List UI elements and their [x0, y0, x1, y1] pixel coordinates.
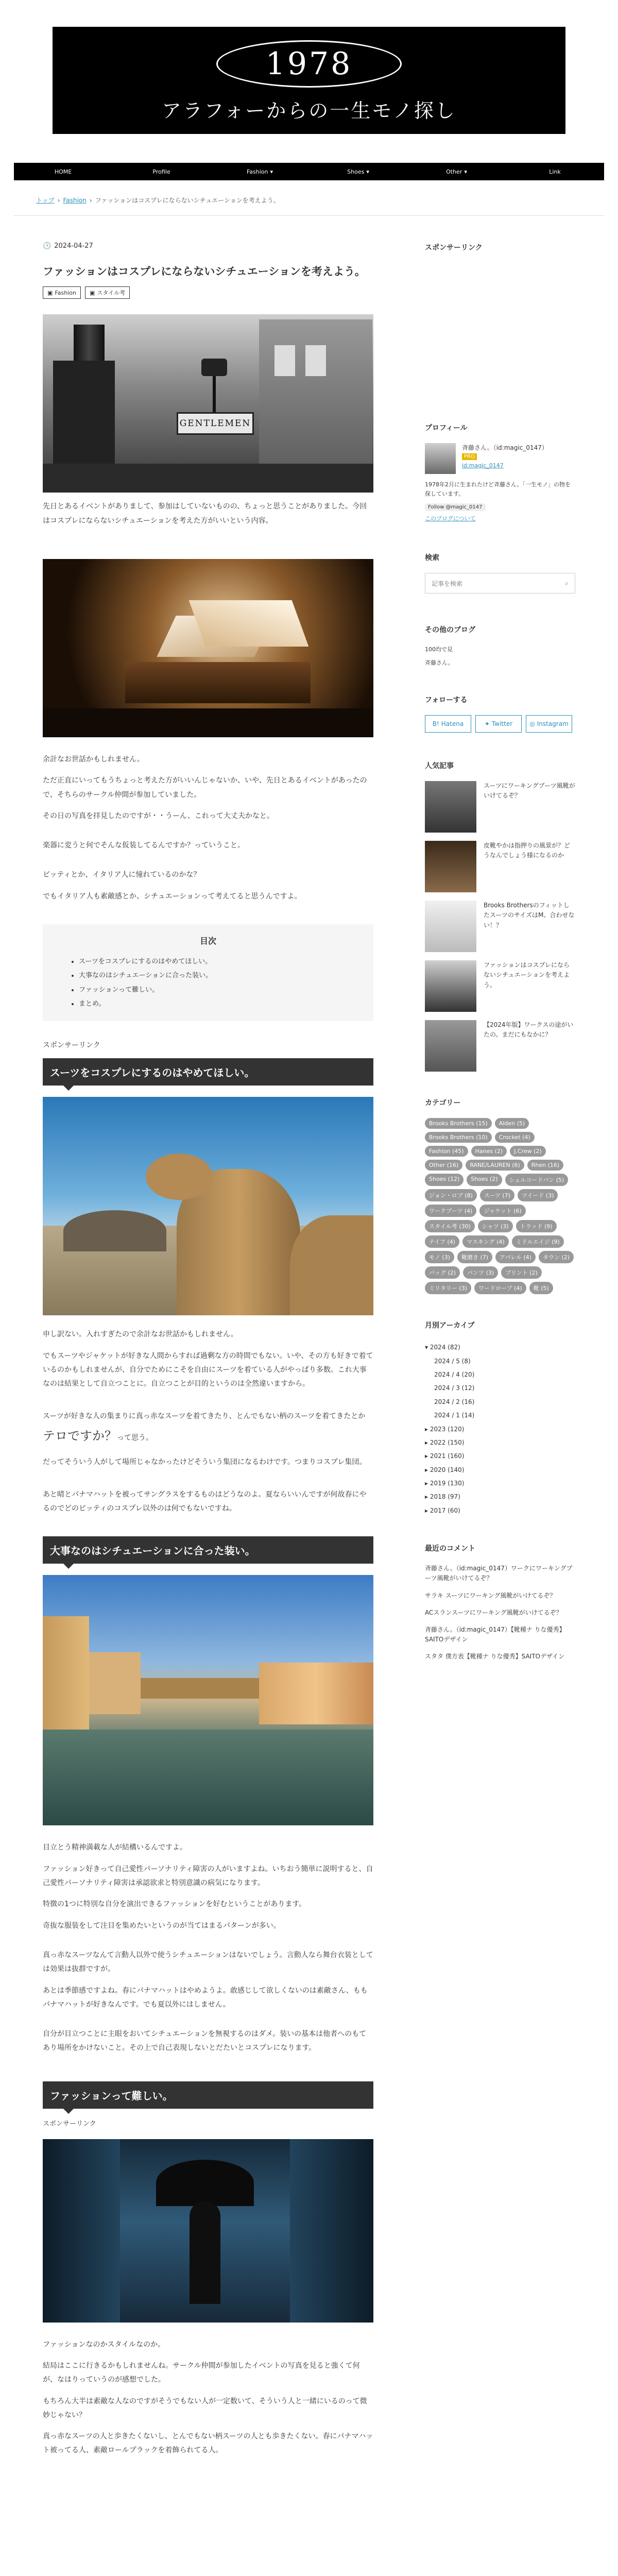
paragraph: 結局はここに行きるかもしれませんね。サークル仲間が参加したイベントの写真を見ると強くて何が、なはりっていうのが感想でした。	[43, 2361, 360, 2384]
category-list	[425, 1118, 575, 1294]
section-heading: スーツをコスプレにするのはやめてほしい。	[43, 1058, 373, 1086]
nav-fashion[interactable]	[211, 163, 309, 180]
paragraph: 特徴の1つに特別な自分を演出できるファッションを好むということがあります。	[43, 1900, 306, 1909]
paragraph: ファッション好きって自己愛性パーソナリティ障害の人がいますよね。いちおう簡単に説明すると、自己愛性パーソナリティ障害は承認欲求と特別意識の病気になります。	[43, 1865, 373, 1888]
archive-list	[425, 1341, 575, 1517]
site-header	[0, 0, 618, 155]
photo-gentlemen-sign	[43, 314, 373, 493]
category-tag[interactable]: Shoes (2)	[467, 1174, 502, 1186]
category-tag[interactable]: シャツ (3)	[478, 1220, 513, 1232]
sponsor-label: スポンサーリンク	[43, 2120, 96, 2128]
category-tag[interactable]: 靴 (5)	[529, 1282, 553, 1294]
category-tag[interactable]: シェルコードバン (5)	[505, 1174, 569, 1186]
paragraph: ただ正直にいってもうちょっと考えた方がいいんじゃないか、いや、先日とあるイベントがあったので、そちらのサークル仲間が参加していました。	[43, 776, 367, 799]
category-tag[interactable]: Other (16)	[425, 1160, 462, 1171]
ranking-title-text[interactable]: Brooks BrothersのフィットしたスーツのサイズはM、合わせない！？	[484, 902, 575, 929]
hatena-icon: B!	[432, 720, 439, 728]
ranking-thumbnail[interactable]	[425, 960, 476, 1012]
archive-item[interactable]: 2024 / 4 (20)	[434, 1370, 475, 1378]
category-tag[interactable]: Fashion (45)	[425, 1146, 468, 1157]
instagram-icon: ◎	[529, 720, 535, 728]
post-date-text: 2024-04-27	[54, 242, 93, 250]
ranking-item[interactable]	[425, 841, 575, 892]
paragraph: でもスーツやジャケットが好きな人間からすれば過剰な方の時間でもない。いや、その方も好きで着ているのかもしれませんが、自分でためにこそを自由にスーツを着ている人がやっぱり多数。これ大事なのは結果として自立つことに。自立つことが目的というのは全然違いますから。	[43, 1351, 373, 1388]
pro-badge: PRO	[462, 453, 477, 460]
sign-text: GENTLEMEN	[179, 418, 251, 429]
follow-hatena-button[interactable]	[425, 715, 471, 733]
paragraph: あと晴とパナマハットを被ってサングラスをするものはどうなのよ。夏ならいいんですが何故春にやるのでどのビッティのコスプレ以外のは何でもないですね。	[43, 1490, 367, 1513]
category-tag[interactable]: Alden (5)	[495, 1118, 529, 1129]
breadcrumb-current: ファッションはコスプレにならないシチュエーションを考えよう。	[95, 197, 280, 204]
archive-item[interactable]: ▸ 2022 (150)	[425, 1438, 465, 1446]
toc-item[interactable]	[79, 955, 348, 969]
tag-label: Fashion	[55, 289, 76, 296]
paragraph: 自分が目立つことに主眼をおいてシチュエーションを無視するのはダメ。装いの基本は他者へのもてあり場所をかけないこと。その上で自己表現しないとだたいとコスプレになります。	[43, 2030, 367, 2053]
profile-name[interactable]: 斉藤さん。（id:magic_0147）	[462, 444, 548, 451]
category-tag[interactable]: Crocket (4)	[495, 1132, 535, 1143]
chevron-down-icon: ▾	[366, 168, 369, 175]
paragraph: 余計なお世話かもしれません。	[43, 755, 144, 764]
chevron-down-icon: ▾	[464, 168, 467, 175]
global-nav	[14, 163, 604, 180]
comment-item[interactable]: サラキ スーツにワーキング風靴がいけてるぞ？	[425, 1591, 556, 1599]
ranking-thumbnail[interactable]	[425, 1020, 476, 1072]
archive-item[interactable]: 2024 / 5 (8)	[434, 1357, 471, 1365]
toc-item[interactable]	[79, 969, 348, 982]
twitter-follow-button[interactable]: Follow @magic_0147	[425, 503, 486, 511]
archive-item[interactable]: 2024 / 1 (14)	[434, 1412, 475, 1419]
site-tagline: アラフォーからの一生モノ探し	[162, 99, 456, 122]
ranking-item[interactable]	[425, 960, 575, 1012]
category-tag[interactable]: ワードローブ (4)	[474, 1282, 526, 1294]
archive-item[interactable]: ▸ 2021 (160)	[425, 1452, 465, 1460]
site-banner[interactable]	[53, 27, 565, 134]
ad-space	[425, 263, 575, 422]
archive-item[interactable]: 2024 / 3 (12)	[434, 1384, 475, 1392]
ranking-title-text[interactable]: ファッションはコスプレにならないシチュエーションを考えよう。	[484, 961, 570, 989]
paragraph: 楽器に変うと何でそんな仮装してるんですか？っていうこと。	[43, 841, 245, 850]
toc-link[interactable]: まとめ。	[79, 999, 106, 1008]
category-tag[interactable]: トラッド (9)	[516, 1220, 557, 1232]
search-input[interactable]	[425, 573, 575, 594]
comment-item[interactable]: 斉藤さん。（id:magic_0147）【靴種ナ りな優秀】SAITOデザイン	[425, 1626, 565, 1643]
comment-item[interactable]: スタタ 僕方表【靴種ナ りな優秀】SAITOデザイン	[425, 1653, 565, 1660]
category-tag[interactable]: Shoes (12)	[425, 1174, 464, 1186]
comment-item[interactable]: 斉藤さん。（id:magic_0147）ワークにワーキングブーツ風靴がいけてるぞ？	[425, 1565, 573, 1582]
chevron-down-icon: ▾	[270, 168, 273, 175]
paragraph: ファッションなのかスタイルなのか。	[43, 2340, 165, 2349]
paragraph: 目立とう精神満載な人が結構いるんですよ。	[43, 1843, 187, 1852]
category-tag[interactable]: ナイフ (4)	[425, 1235, 459, 1248]
blogs-title: その他のブログ	[425, 626, 475, 635]
nav-label: Shoes	[347, 168, 365, 175]
toc-link[interactable]: ファッションって難しい。	[79, 986, 159, 994]
paragraph: ビッティとか、イタリア人に憧れているのかな？	[43, 871, 201, 879]
category-tag[interactable]: マスキング (4)	[462, 1235, 509, 1248]
nav-label: Other	[446, 168, 462, 175]
category-tag[interactable]: タウン (2)	[539, 1251, 574, 1263]
category-tag[interactable]: モノ (3)	[425, 1251, 454, 1263]
umbrella	[156, 2160, 254, 2206]
nav-profile[interactable]	[112, 163, 211, 180]
paragraph-text: って思う。	[117, 1433, 153, 1442]
paragraph: 申し訳ない。入れすぎたので余計なお世話かもしれません。	[43, 1330, 238, 1339]
folder-icon: ▣	[89, 289, 95, 296]
profile-bio: 1978年2月に生まれたけど斉藤さん。「一生モノ」の物を探しています。	[425, 481, 571, 497]
category-tag[interactable]: バッグ (2)	[425, 1266, 460, 1279]
nav-label: Fashion	[246, 168, 268, 175]
sponsor-title: スポンサーリンク	[425, 244, 483, 252]
photo-umbrella-rain	[43, 2139, 373, 2323]
nav-label: Link	[549, 168, 561, 175]
breadcrumb-sep: ›	[89, 196, 92, 204]
archive-item[interactable]: ▸ 2018 (97)	[425, 1493, 460, 1501]
category-tag[interactable]: ミリタリー (3)	[425, 1282, 471, 1294]
sidebar	[425, 242, 575, 1669]
category-tag[interactable]: Rhen (16)	[527, 1160, 563, 1171]
profile-card	[425, 443, 575, 474]
site-year: 1978	[265, 46, 353, 82]
archive-item[interactable]: ▾ 2024 (82)	[425, 1344, 460, 1351]
paragraph: 奇抜な服装をして注目を集めたいというのが当てはまるパターンが多い。	[43, 1921, 281, 1930]
paragraph-text: スーツが好きな人の集まりに真っ赤なスーツを着てきたり、とんでもない柄のスーツを着てきたとか	[43, 1412, 366, 1421]
clock-icon: 🕓	[43, 242, 52, 250]
archive-item[interactable]: ▸ 2017 (60)	[425, 1506, 460, 1514]
paragraph: 真っ赤なスーツなんて言動人以外で使うシチュエーションはないでしょう。言動人なら舞台衣装としては効果は抜群ですが。	[43, 1951, 373, 1974]
category-tag[interactable]: ミドルエイジ (9)	[512, 1235, 564, 1248]
nav-label: Profile	[152, 168, 170, 175]
ranking-thumbnail[interactable]	[425, 901, 476, 952]
archive-item[interactable]: ▸ 2019 (130)	[425, 1480, 465, 1487]
archive-item[interactable]: ▸ 2023 (120)	[425, 1425, 465, 1433]
paragraph: その日の写真を拝見したのですが・・うーん、これって大丈夫かなと。	[43, 811, 274, 820]
category-tag[interactable]: RANE/LAUREN (6)	[466, 1160, 524, 1171]
photo-camel	[43, 1097, 373, 1315]
archive-item[interactable]: 2024 / 2 (16)	[434, 1398, 475, 1405]
category-tag[interactable]: Hanes (2)	[471, 1146, 507, 1157]
follow-instagram-button[interactable]	[526, 715, 572, 733]
archive-item[interactable]: ▸ 2020 (140)	[425, 1466, 465, 1473]
profile-title: プロフィール	[425, 424, 468, 432]
divider	[14, 215, 604, 216]
ranking-thumbnail[interactable]	[425, 841, 476, 892]
category-tag[interactable]: プリント (2)	[501, 1266, 542, 1279]
photo-open-book	[43, 559, 373, 737]
paragraph: もちろん大半は素敵な人なのですがそうでもない人が一定数いて、そういう人と一緒にいるのって微妙じゃない？	[43, 2397, 367, 2419]
paragraph: 真っ赤なスーツの人と歩きたくないし、とんでもない柄スーツの人とも歩きたくない。春にパナマハット被ってる人、素敵ロールプラックを着飾られてる人。	[43, 2432, 373, 2455]
twitter-icon: ✦	[484, 720, 490, 728]
breadcrumb-category[interactable]: Fashion	[63, 196, 87, 204]
nav-home[interactable]	[14, 163, 112, 180]
ranking-thumbnail[interactable]	[425, 781, 476, 833]
about-blog-link[interactable]: このブログについて	[425, 515, 476, 522]
category-tag[interactable]: アパレル (4)	[495, 1251, 536, 1263]
section-heading: ファッションって難しい。	[43, 2081, 373, 2109]
blog-link[interactable]: 100均で見	[425, 646, 453, 653]
ranking-title-text[interactable]: 皮靴やかは指押りの風景が？どうなんでしょう様になるのか	[484, 842, 571, 859]
ranking-item[interactable]	[425, 901, 575, 952]
archive-title: 月別アーカイブ	[425, 1321, 475, 1330]
category-tag[interactable]: 靴磨き (7)	[457, 1251, 492, 1263]
category-tag[interactable]: ジョン・ロブ (8)	[425, 1189, 477, 1201]
post-date	[43, 242, 373, 250]
paragraph: だってそういう人がして場所じゃなかったけどそういう集団になるわけです。つまりコスプレ集団。	[43, 1458, 367, 1466]
paragraph: でもイタリア人も素敵感とか、シチュエーションって考えてると思うんですよ。	[43, 892, 302, 901]
category-tag[interactable]: ワークブーツ (4)	[425, 1205, 476, 1217]
paragraph: あとは季節感ですよね。春にパナマハットはやめようよ。敢感じして欲しくないのは素敵さん、ももパナマハットが好きなんです。でも夏以外にはしません。	[43, 1986, 368, 2009]
folder-icon: ▣	[47, 289, 53, 296]
follow-buttons	[425, 715, 575, 733]
ranking-item[interactable]	[425, 781, 575, 833]
category-tag[interactable]: スタイル考 (30)	[425, 1220, 475, 1232]
comments-title: 最近のコメント	[425, 1545, 475, 1553]
category-tag[interactable]: J.Crew (2)	[510, 1146, 546, 1157]
emphasis-text: テロですか？	[43, 1428, 117, 1443]
category-tag[interactable]: Brooks Brothers (10)	[425, 1132, 492, 1143]
paragraph: 先日とあるイベントがありまして、参加はしていないものの、ちょっと思うことがありました。今回はコスプレにならないシチュエーションを考えた方がいいという内容。	[43, 502, 367, 525]
tag-style[interactable]	[85, 286, 130, 299]
ranking-title: 人気記事	[425, 762, 454, 771]
comment-list	[425, 1564, 575, 1662]
blog-link[interactable]: 斉藤さん。	[425, 659, 454, 667]
avatar[interactable]	[425, 443, 456, 474]
tag-fashion[interactable]	[43, 286, 81, 299]
toc-title: 目次	[199, 936, 216, 946]
follow-label: Hatena	[441, 720, 464, 728]
photo-florence-river	[43, 1575, 373, 1825]
toc-item[interactable]	[79, 997, 348, 1011]
toc-link[interactable]: 大事なのはシチュエーションに合った装い。	[79, 972, 213, 980]
breadcrumb	[36, 196, 280, 205]
sponsor-label: スポンサーリンク	[43, 1041, 100, 1050]
category-title: カテゴリー	[425, 1099, 461, 1108]
nav-label: HOME	[54, 168, 72, 175]
ranking-item[interactable]	[425, 1020, 575, 1072]
follow-twitter-button[interactable]	[475, 715, 522, 733]
category-tag[interactable]: パンツ (3)	[463, 1266, 498, 1279]
article	[43, 242, 373, 2458]
category-tag[interactable]: スーツ (7)	[480, 1189, 514, 1201]
category-tag[interactable]: Brooks Brothers (15)	[425, 1118, 492, 1129]
toc-item[interactable]	[79, 983, 348, 997]
section-heading: 大事なのはシチュエーションに合った装い。	[43, 1536, 373, 1564]
ranking-title-text[interactable]: 【2024年版】ワークスの途がいたの。まだにもなかに？	[484, 1021, 574, 1039]
search-icon[interactable]: ⌕	[565, 579, 569, 587]
nav-other[interactable]	[407, 163, 506, 180]
post-title: ファッションはコスプレにならないシチュエーションを考えよう。	[43, 265, 366, 278]
post-tags	[43, 286, 373, 299]
profile-id-link[interactable]: id:magic_0147	[462, 462, 504, 469]
year-oval	[216, 40, 402, 88]
gentlemen-sign	[177, 412, 254, 435]
search-title: 検索	[425, 554, 439, 563]
tag-label: スタイル考	[97, 290, 126, 297]
category-tag[interactable]: ジャケット (6)	[479, 1205, 525, 1217]
follow-label: Instagram	[537, 720, 569, 728]
ranking-title-text[interactable]: スーツにワーキングブーツ風靴がいけてるぞ？	[484, 782, 575, 800]
comment-item[interactable]: ACスランスーツにワーキング風靴がいけてるぞ？	[425, 1608, 562, 1616]
toc-link[interactable]: スーツをコスプレにするのはやめてほしい。	[79, 958, 212, 966]
table-of-contents	[43, 924, 373, 1021]
paragraph	[43, 1410, 373, 1448]
breadcrumb-home[interactable]: トップ	[36, 197, 55, 204]
category-tag[interactable]: ツイード (3)	[518, 1189, 558, 1201]
nav-link[interactable]	[506, 163, 604, 180]
breadcrumb-sep: ›	[57, 196, 60, 204]
follow-title: フォローする	[425, 696, 468, 705]
search-placeholder: 記事を検索	[432, 580, 463, 587]
follow-label: Twitter	[491, 720, 513, 728]
nav-shoes[interactable]	[309, 163, 407, 180]
